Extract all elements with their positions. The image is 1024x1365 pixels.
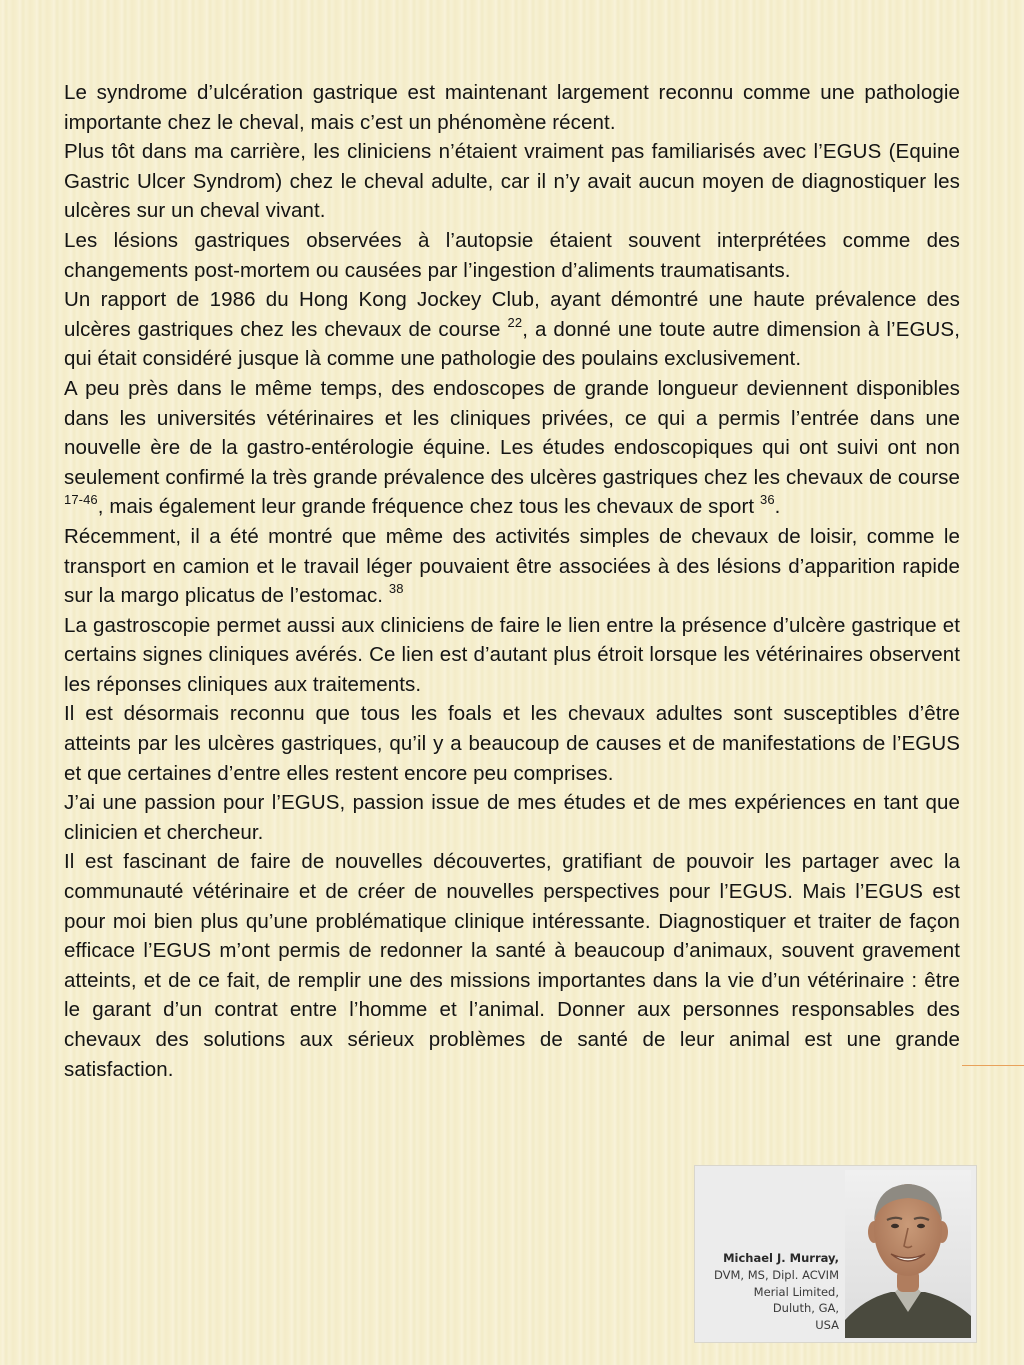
- paragraph-text: Un rapport de 1986 du Hong Kong Jockey Club, ayant démontré une haute prévalence des ulcères gastriques chez les chevaux de course: [64, 288, 960, 341]
- paragraph-text: Les lésions gastriques observées à l’autopsie étaient souvent interprétées comme des changements post-mortem ou causées par l’ingestion d’aliments traumatisants.: [64, 228, 960, 282]
- paragraph-text: A peu près dans le même temps, des endoscopes de grande longueur deviennent disponibles dans les universités vétérinaires et les cliniques privées, ce qui a permis l’entrée dans une nouvelle ère de la gastro-entérologie équine. Les études endoscopiques qui ont suivi ont non seulement confirmé la très grande prévalence des ulcères gastriques chez les chevaux de course: [64, 376, 960, 489]
- paragraph: [64, 788, 960, 847]
- author-portrait-illustration: [845, 1170, 971, 1338]
- paragraph: [64, 374, 960, 522]
- paragraph: [64, 285, 960, 374]
- author-country: USA: [815, 1318, 839, 1333]
- reference-superscript: 38: [388, 581, 404, 597]
- author-credentials: DVM, MS, Dipl. ACVIM: [713, 1267, 839, 1282]
- author-credit-card: [695, 1166, 976, 1342]
- author-portrait-photo: [845, 1170, 971, 1338]
- paragraph-text: J’ai une passion pour l’EGUS, passion issue de mes études et de mes expériences en tant que clinicien et chercheur.: [64, 791, 960, 844]
- paragraph: [64, 78, 960, 137]
- paragraph-text: Plus tôt dans ma carrière, les cliniciens n’étaient vraiment pas familiarisés avec l’EGUS (Equine Gastric Ulcer Syndrom) chez le cheval adulte, car il n’y avait aucun moyen de diagnostiquer les ulcères sur un cheval vivant.: [64, 140, 960, 223]
- paragraph-text: La gastroscopie permet aussi aux cliniciens de faire le lien entre la présence d’ulcère gastrique et certains signes cliniques avérés. Ce lien est d’autant plus étroit lorsque les vétérinaires observent les réponses cliniques aux traitements.: [64, 613, 960, 696]
- paragraph-text: Il est fascinant de faire de nouvelles découvertes, gratifiant de pouvoir les partager avec la communauté vétérinaire et de créer de nouvelles perspectives pour l’EGUS. Mais l’EGUS est pour moi bien plus qu’une problématique clinique intéressante. Diagnostiquer et traiter de façon efficace l’EGUS m’ont permis de redonner la santé à beaucoup d’animaux, souvent gravement atteints, et de ce fait, de remplir une des missions importantes dans la vie d’un vétérinaire : être le garant d’un contrat entre l’homme et l’animal. Donner aux personnes responsables des chevaux des solutions aux sérieux problèmes de santé de leur animal est une grande satisfaction.: [64, 850, 960, 1081]
- paragraph: [64, 847, 960, 1084]
- reference-superscript: 22: [507, 314, 523, 330]
- paragraph: [64, 137, 960, 226]
- author-name: Michael J. Murray,: [723, 1251, 839, 1265]
- author-company: Merial Limited,: [753, 1284, 839, 1299]
- paragraph: [64, 611, 960, 700]
- paragraph-text: .: [774, 495, 781, 519]
- paragraph-text: Récemment, il a été montré que même des activités simples de chevaux de loisir, comme le transport en camion et le travail léger pouvaient être associées à des lésions d’apparition rapide sur la margo plicatus de l’estomac.: [64, 524, 960, 608]
- reference-superscript: 17-46: [64, 492, 98, 508]
- paragraph-text: , mais également leur grande fréquence chez tous les chevaux de sport: [97, 495, 760, 519]
- accent-divider-line: [962, 1065, 1024, 1066]
- reference-superscript: 36: [760, 492, 775, 508]
- paragraph: [64, 226, 960, 285]
- paragraph-text: Le syndrome d’ulcération gastrique est maintenant largement reconnu comme une pathologie importante chez le cheval, mais c’est un phénomène récent.: [64, 81, 960, 134]
- article-body: [64, 78, 960, 1084]
- author-city: Duluth, GA,: [772, 1301, 839, 1316]
- paragraph-text: Il est désormais reconnu que tous les foals et les chevaux adultes sont susceptibles d’être atteints par les ulcères gastriques, qu’il y a beaucoup de causes et de manifestations de l’EGUS et que certaines d’entre elles restent encore peu comprises.: [64, 702, 960, 785]
- paragraph: [64, 699, 960, 788]
- paragraph-text: , a donné une toute autre dimension à l’EGUS, qui était considéré jusque là comme une pathologie des poulains exclusivement.: [64, 317, 960, 371]
- author-credit-text: [695, 1250, 839, 1334]
- paragraph: [64, 522, 960, 611]
